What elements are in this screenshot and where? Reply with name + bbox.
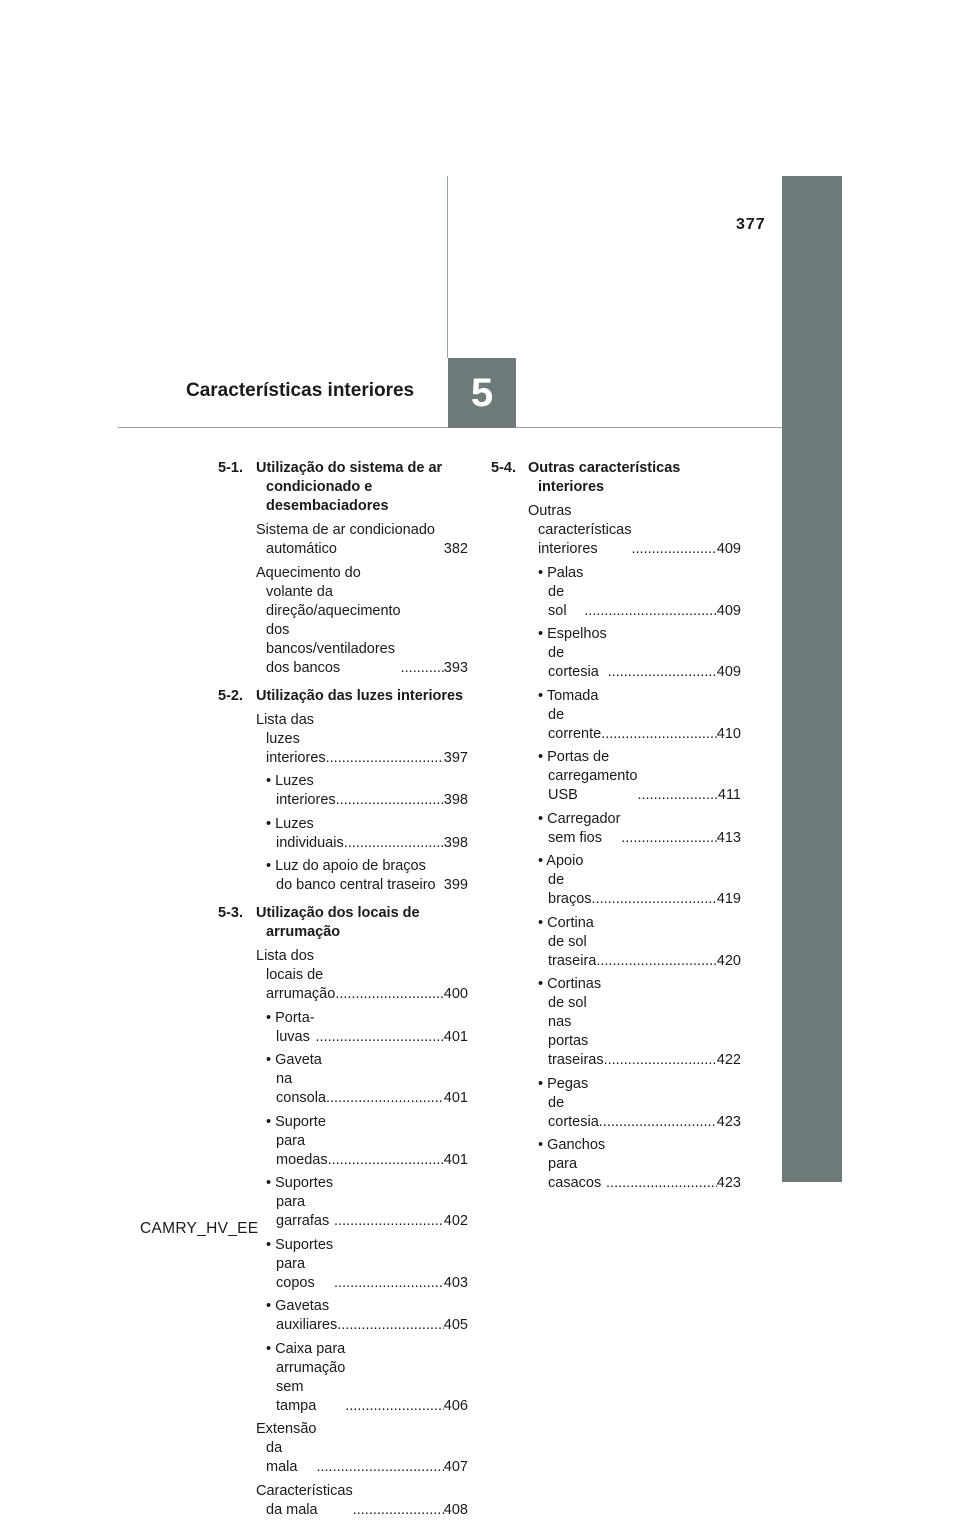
entry-page: 397 <box>443 749 468 766</box>
toc-entry[interactable] <box>266 772 468 810</box>
toc-entry[interactable] <box>538 748 741 805</box>
toc-entry[interactable] <box>538 975 741 1070</box>
entry-text: • Cortinas de sol nas portas traseiras <box>538 976 604 1068</box>
toc-section-5-1[interactable] <box>218 459 468 516</box>
entry-page: 423 <box>716 1175 741 1191</box>
entry-page: 419 <box>716 891 741 907</box>
entry-text: Aquecimento do volante da direção/aquecimento dos bancos/ventiladores dos bancos <box>256 564 401 676</box>
entry-page: 422 <box>716 1052 741 1068</box>
toc-entry[interactable] <box>538 564 741 621</box>
entry-text: • Espelhos de cortesia <box>538 626 607 680</box>
entry-page: 411 <box>717 787 741 803</box>
entry-page: 402 <box>443 1213 468 1229</box>
entry-page: 409 <box>716 664 741 680</box>
entry-page: 420 <box>716 952 741 969</box>
entry-text: • Gaveta na consola <box>266 1052 326 1106</box>
toc-entry[interactable] <box>256 521 468 559</box>
entry-page: 399 <box>443 877 468 893</box>
toc-entry[interactable] <box>256 564 468 678</box>
toc-entry[interactable] <box>256 947 468 1004</box>
chapter-title: Características interiores <box>186 380 415 401</box>
entry-page: 409 <box>716 541 741 557</box>
toc-entry[interactable] <box>538 1136 741 1193</box>
chapter-side-tab <box>782 176 842 1182</box>
chapter-number: 5 <box>470 370 494 415</box>
entry-page: 409 <box>716 602 741 619</box>
header-vertical-rule <box>447 176 448 358</box>
toc-entry[interactable] <box>256 711 468 768</box>
toc-entry[interactable] <box>528 502 741 559</box>
toc-entry[interactable] <box>266 1009 468 1047</box>
entry-text: Extensão da mala <box>256 1421 317 1475</box>
entry-page: 407 <box>443 1459 468 1475</box>
section-title: Utilização do sistema de ar condicionado e desembaciadores <box>256 460 443 514</box>
toc-entry[interactable] <box>266 1174 468 1231</box>
entry-page: 413 <box>716 829 741 846</box>
entry-page: 393 <box>443 659 468 676</box>
toc-entry[interactable] <box>266 815 468 853</box>
section-number: 5-1. <box>218 460 243 476</box>
entry-page: 410 <box>716 725 741 742</box>
entry-text: • Caixa para arrumação sem tampa <box>266 1340 346 1414</box>
toc-section-5-2[interactable] <box>218 687 468 706</box>
entry-page: 398 <box>443 834 468 851</box>
entry-text: • Carregador sem fios <box>538 810 621 846</box>
entry-page: 398 <box>443 792 468 808</box>
entry-page: 405 <box>443 1317 468 1333</box>
entry-text: Características da mala <box>256 1482 353 1518</box>
section-title: Outras características interiores <box>528 460 681 495</box>
entry-text: Outras características interiores <box>528 503 632 557</box>
entry-text: • Luzes interiores <box>266 773 336 808</box>
toc-entry[interactable] <box>266 1340 468 1416</box>
entry-text: • Palas de sol <box>538 564 584 619</box>
toc-entry[interactable] <box>266 1236 468 1293</box>
section-title: Utilização das luzes interiores <box>256 687 464 704</box>
section-number: 5-4. <box>491 460 516 476</box>
toc-entry[interactable] <box>256 1482 468 1520</box>
entry-page: 401 <box>443 1151 468 1168</box>
entry-text: • Apoio de braços <box>538 853 592 907</box>
toc-entry[interactable] <box>266 1113 468 1170</box>
entry-text: • Portas de carregamento USB <box>538 749 638 803</box>
toc-entry[interactable] <box>538 625 741 682</box>
entry-text: • Luz do apoio de braços do banco central traseiro <box>266 858 436 893</box>
entry-page: 400 <box>443 986 468 1002</box>
toc-entry[interactable] <box>538 1075 741 1132</box>
entry-text: • Tomada de corrente <box>538 687 602 742</box>
entry-text: • Suportes para garrafas <box>266 1175 334 1229</box>
entry-text: • Pegas de cortesia <box>538 1075 599 1130</box>
entry-text: • Porta-luvas <box>266 1009 315 1045</box>
entry-page: 401 <box>443 1028 468 1045</box>
entry-page: 401 <box>443 1090 468 1106</box>
toc-section-5-4[interactable] <box>491 459 741 497</box>
page-number: 377 <box>736 216 766 233</box>
entry-text: • Ganchos para casacos <box>538 1137 606 1191</box>
toc-entry[interactable] <box>266 1051 468 1108</box>
toc-section-5-3[interactable] <box>218 904 468 942</box>
toc-entry[interactable] <box>256 1420 468 1477</box>
toc-right-column <box>491 459 741 1198</box>
entry-page: 406 <box>443 1397 468 1414</box>
section-number: 5-3. <box>218 905 243 921</box>
toc-entry[interactable] <box>266 857 468 895</box>
section-title: Utilização dos locais de arrumação <box>256 905 420 940</box>
entry-text: • Luzes individuais <box>266 815 344 851</box>
entry-text: • Cortina de sol traseira <box>538 914 597 969</box>
toc-entry[interactable] <box>538 687 741 744</box>
footer-document-code: CAMRY_HV_EE <box>140 1220 259 1237</box>
entry-page: 403 <box>443 1274 468 1291</box>
toc-entry[interactable] <box>538 852 741 909</box>
entry-page: 423 <box>716 1113 741 1130</box>
toc-left-column <box>218 459 468 1524</box>
entry-text: Sistema de ar condicionado automático <box>256 522 435 557</box>
entry-text: • Suporte para moedas <box>266 1113 328 1168</box>
toc-entry[interactable] <box>538 914 741 971</box>
entry-text: Lista dos locais de arrumação <box>256 948 336 1002</box>
entry-text: Lista das luzes interiores <box>256 711 326 766</box>
section-number: 5-2. <box>218 687 243 704</box>
entry-page: 408 <box>443 1501 468 1518</box>
toc-entry[interactable] <box>266 1297 468 1335</box>
entry-text: • Gavetas auxiliares <box>266 1298 338 1333</box>
chapter-number-box <box>448 358 516 428</box>
entry-page: 382 <box>443 541 468 557</box>
toc-entry[interactable] <box>538 810 741 848</box>
entry-text: • Suportes para copos <box>266 1236 334 1291</box>
